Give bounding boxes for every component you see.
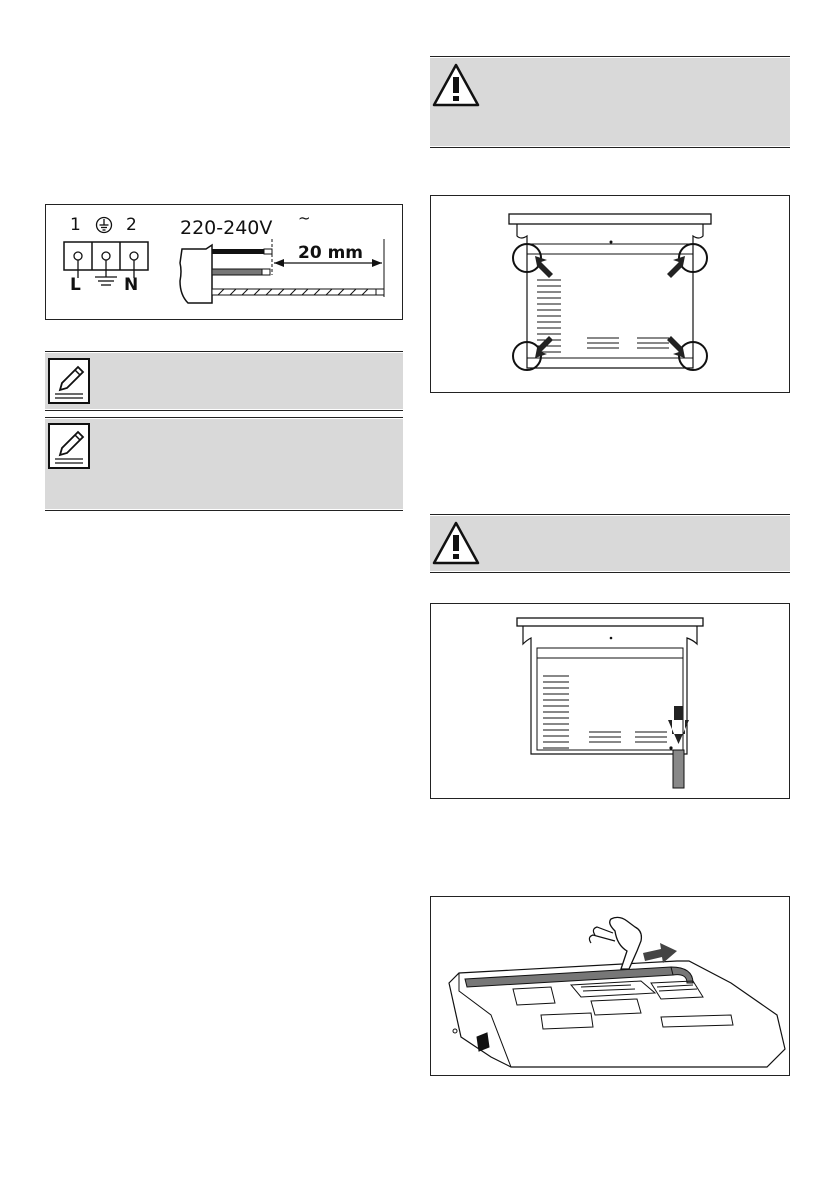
pencil-note-icon	[48, 358, 90, 404]
oven-top-drawing	[431, 897, 789, 1075]
terminal-2-label: 2	[126, 215, 137, 235]
warning-2-bottom-rule	[430, 572, 790, 573]
warning-panel-2	[430, 516, 790, 571]
earth-symbol-icon	[95, 216, 113, 234]
terminal-1-label: 1	[70, 215, 81, 235]
oven-feet-figure	[430, 195, 790, 393]
oven-feet-drawing	[431, 196, 789, 392]
warning-panel-1	[430, 58, 790, 146]
note-panel-1	[45, 353, 403, 409]
warning-triangle-icon	[432, 62, 480, 108]
strip-length-label: 20 mm	[298, 243, 364, 263]
oven-screw-drawing	[431, 604, 789, 798]
warning-1-bottom-rule	[430, 147, 790, 148]
terminal-L-label: L	[70, 275, 81, 295]
note-1-top-rule	[45, 351, 403, 352]
note-2-bottom-rule	[45, 510, 403, 511]
voltage-tilde: ~	[298, 209, 311, 227]
warning-1-top-rule	[430, 56, 790, 57]
note-2-top-rule	[45, 417, 403, 418]
warning-triangle-icon	[432, 520, 480, 566]
voltage-label: 220-240V	[180, 217, 273, 239]
wiring-diagram-figure	[45, 204, 403, 320]
pencil-note-icon	[48, 423, 90, 469]
terminal-N-label: N	[124, 275, 139, 295]
note-panel-2	[45, 419, 403, 509]
warning-2-top-rule	[430, 514, 790, 515]
oven-top-figure	[430, 896, 790, 1076]
note-1-bottom-rule	[45, 410, 403, 411]
oven-screw-figure	[430, 603, 790, 799]
